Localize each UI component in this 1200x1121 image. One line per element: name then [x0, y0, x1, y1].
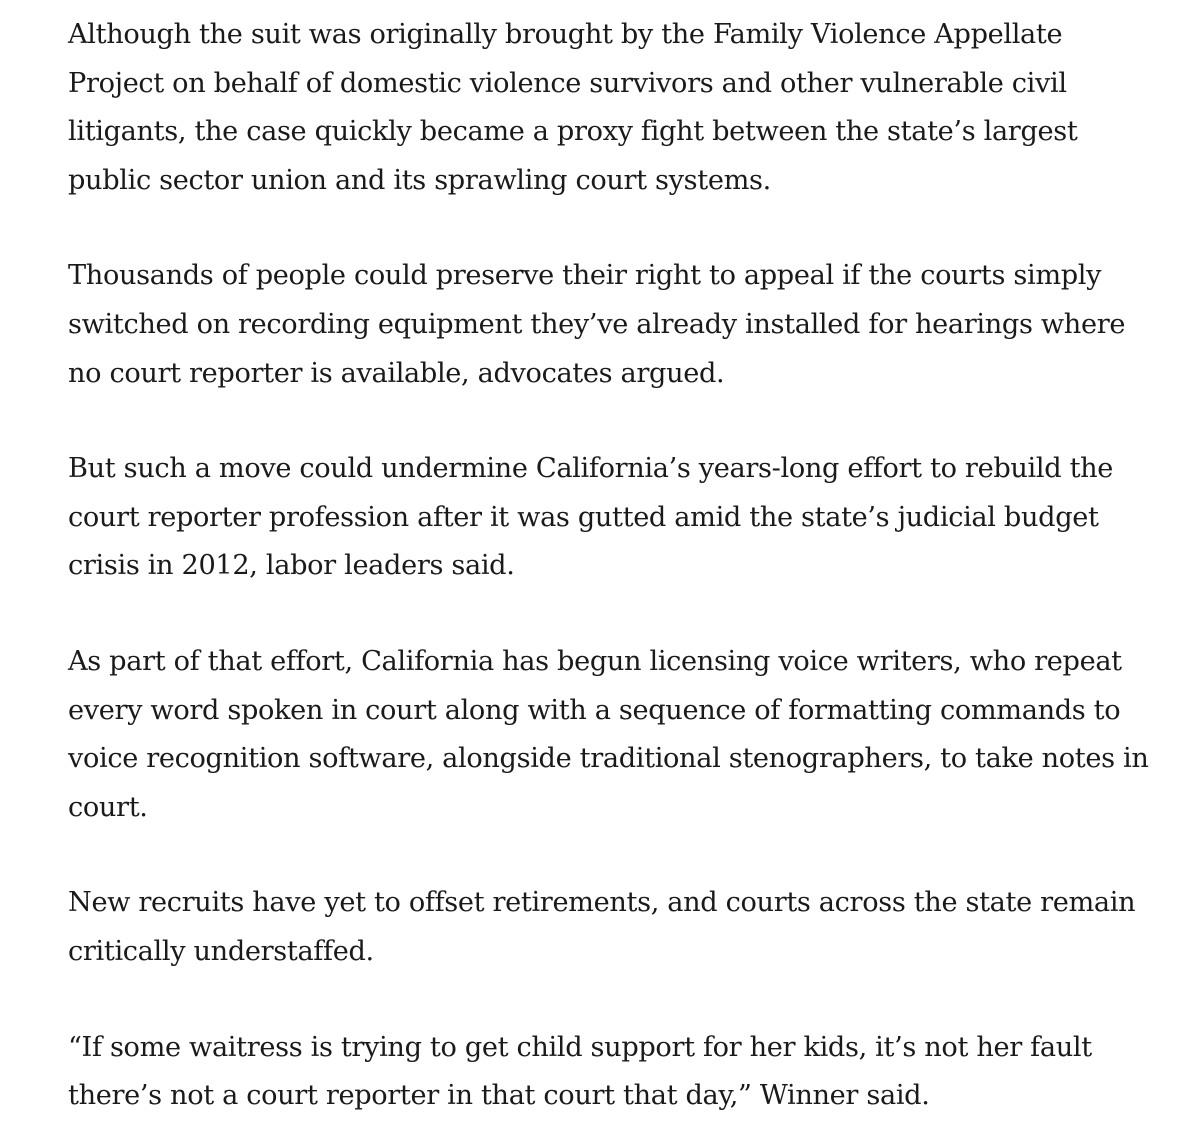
- article-paragraph: Although the suit was originally brought by the Family Violence Appellate Project on behalf of domestic violence survivors and other vulnerable civil litigants, the case quickly became a proxy fight between the state’s largest public sector union and its sprawling court systems.: [68, 19, 1078, 196]
- article-paragraph: Thousands of people could preserve their right to appeal if the courts simply switched on recording equipment they’ve already installed for hearings where no court reporter is available, advocates argued.: [68, 260, 1126, 389]
- article-paragraph: “If some waitress is trying to get child support for her kids, it’s not her fault there’s not a court reporter in that court that day,” Winner said.: [68, 1031, 1092, 1112]
- article-paragraph: But such a move could undermine California’s years-long effort to rebuild the court reporter profession after it was gutted amid the state’s judicial budget crisis in 2012, labor leaders said.: [68, 453, 1114, 582]
- article-body: [68, 11, 1158, 1121]
- article-paragraph: As part of that effort, California has begun licensing voice writers, who repeat every word spoken in court along with a sequence of formatting commands to voice recognition software, alongside traditional stenographers, to take notes in court.: [68, 645, 1149, 823]
- article-paragraph: New recruits have yet to offset retirements, and courts across the state remain critically understaffed.: [68, 887, 1136, 967]
